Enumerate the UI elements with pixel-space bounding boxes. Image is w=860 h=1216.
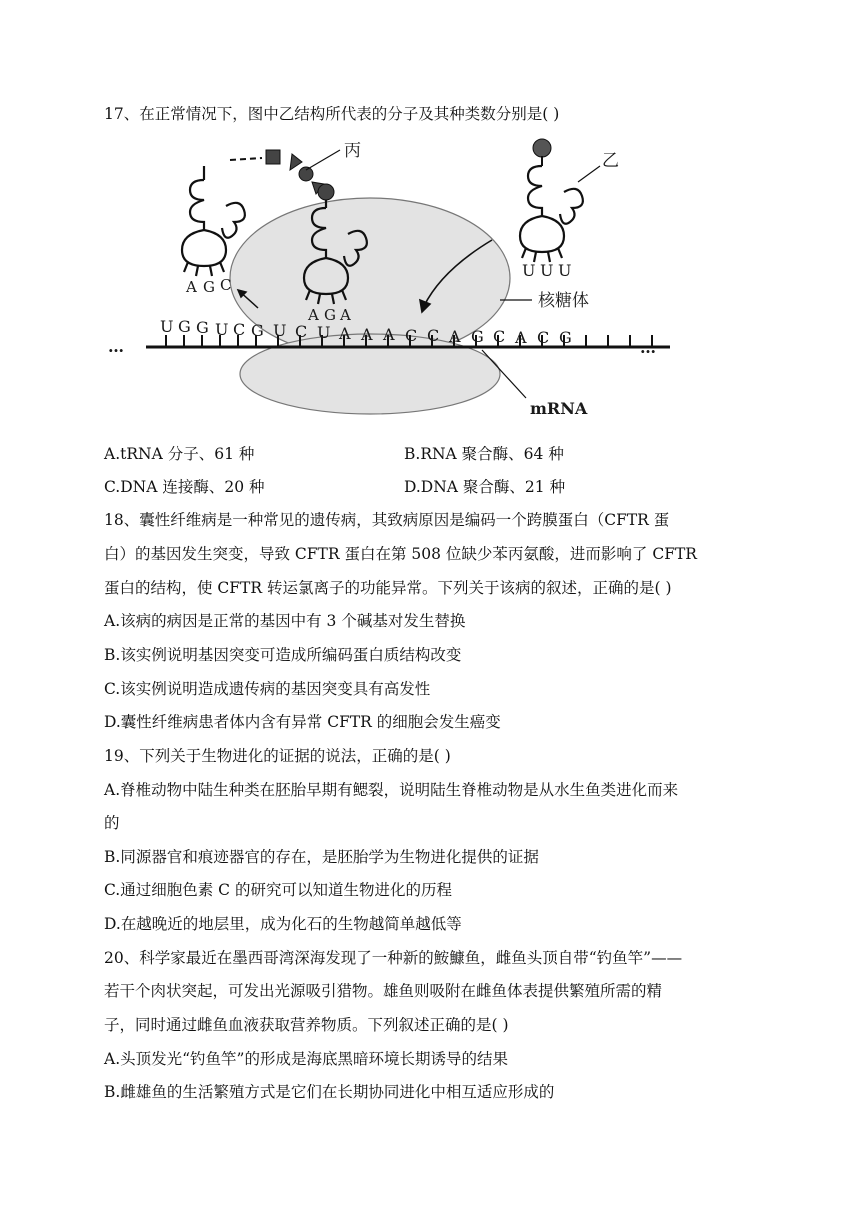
svg-text:G: G: [203, 278, 215, 296]
q19-stem: 19、下列关于生物进化的证据的说法，正确的是( ): [104, 747, 451, 765]
svg-text:U: U: [273, 321, 287, 340]
svg-text:U: U: [160, 317, 174, 336]
q18-stem-line-2: 白）的基因发生突变，导致 CFTR 蛋白在第 508 位缺少苯丙氨酸，进而影响了 CFTR: [104, 545, 697, 563]
svg-text:C: C: [427, 326, 440, 345]
svg-text:A: A: [339, 324, 351, 343]
label-mrna: mRNA: [530, 399, 588, 418]
svg-text:…: …: [108, 337, 124, 356]
svg-text:G: G: [251, 321, 264, 340]
q20-option-b: B.雌雄鱼的生活繁殖方式是它们在长期协同进化中相互适应形成的: [104, 1083, 555, 1101]
q19-option-c: C.通过细胞色素 C 的研究可以知道生物进化的历程: [104, 881, 452, 899]
label-bing: 丙: [344, 141, 361, 161]
translation-diagram: [100, 136, 680, 426]
q17-option-d: D.DNA 聚合酶、21 种: [404, 478, 566, 496]
q17-option-a: A.tRNA 分子、61 种: [104, 445, 255, 463]
svg-text:C: C: [537, 328, 550, 347]
label-yi-pointer: [578, 166, 600, 182]
svg-text:A: A: [186, 278, 197, 296]
q19-option-a-line-1: A.脊椎动物中陆生种类在胚胎早期有鳃裂，说明陆生脊椎动物是从水生鱼类进化而来: [104, 781, 679, 799]
q18-option-d: D.囊性纤维病患者体内含有异常 CFTR 的细胞会发生癌变: [104, 713, 501, 731]
svg-text:C: C: [295, 322, 308, 341]
q20-stem-line-2: 若干个肉状突起，可发出光源吸引猎物。雄鱼则吸附在雌鱼体表提供繁殖所需的精: [104, 982, 663, 1000]
label-bing-pointer: [306, 150, 340, 170]
svg-text:G: G: [178, 317, 191, 336]
q18-option-a: A.该病的病因是正常的基因中有 3 个碱基对发生替换: [104, 612, 466, 630]
q17-option-c: C.DNA 连接酶、20 种: [104, 478, 265, 496]
svg-text:U: U: [317, 323, 331, 342]
q20-stem-line-1: 20、科学家最近在墨西哥湾深海发现了一种新的鮟鱇鱼，雌鱼头顶自带“钓鱼竿”——: [104, 949, 683, 967]
svg-text:A: A: [340, 306, 351, 324]
svg-text:A: A: [361, 325, 373, 344]
peptide-chain: [230, 150, 334, 200]
q18-option-b: B.该实例说明基因突变可造成所编码蛋白质结构改变: [104, 646, 462, 664]
svg-text:C: C: [493, 327, 506, 346]
q19-option-d: D.在越晚近的地层里，成为化石的生物越简单越低等: [104, 915, 462, 933]
q19-option-a-line-2: 的: [104, 814, 120, 832]
q19-option-b: B.同源器官和痕迹器官的存在，是胚胎学为生物进化提供的证据: [104, 848, 539, 866]
svg-text:A: A: [383, 325, 395, 344]
q18-stem-line-1: 18、囊性纤维病是一种常见的遗传病，其致病原因是编码一个跨膜蛋白（CFTR 蛋: [104, 511, 670, 529]
svg-text:U: U: [215, 320, 229, 339]
q18-option-c: C.该实例说明造成遗传病的基因突变具有高发性: [104, 680, 431, 698]
svg-text:G: G: [324, 306, 336, 324]
svg-text:G: G: [471, 327, 484, 346]
svg-text:U: U: [558, 261, 572, 280]
q17-option-b: B.RNA 聚合酶、64 种: [404, 445, 564, 463]
label-ribosome: 核糖体: [538, 291, 589, 311]
svg-text:U: U: [522, 261, 536, 280]
svg-text:U: U: [540, 261, 554, 280]
svg-text:…: …: [640, 338, 656, 357]
svg-text:A: A: [449, 327, 461, 346]
q18-stem-line-3: 蛋白的结构，使 CFTR 转运氯离子的功能异常。下列关于该病的叙述，正确的是( ): [104, 579, 672, 597]
q20-option-a: A.头顶发光“钓鱼竿”的形成是海底黑暗环境长期诱导的结果: [104, 1050, 508, 1068]
trna-left-anticodon: [185, 276, 231, 296]
trna-middle-anticodon: [307, 306, 351, 324]
svg-text:G: G: [559, 328, 572, 347]
svg-text:C: C: [233, 320, 246, 339]
trna-right: [520, 166, 583, 262]
svg-text:A: A: [515, 328, 527, 347]
q17-stem: 17、在正常情况下，图中乙结构所代表的分子及其种类数分别是( ): [104, 105, 560, 123]
trna-right-anticodon: [522, 261, 571, 280]
svg-text:A: A: [308, 306, 319, 324]
svg-text:C: C: [405, 326, 418, 345]
amino-acid-right: [533, 139, 551, 157]
label-yi: 乙: [602, 151, 619, 171]
svg-text:G: G: [196, 318, 209, 337]
q20-stem-line-3: 子，同时通过雌鱼血液获取营养物质。下列叙述正确的是( ): [104, 1016, 509, 1034]
svg-text:C: C: [220, 276, 232, 294]
